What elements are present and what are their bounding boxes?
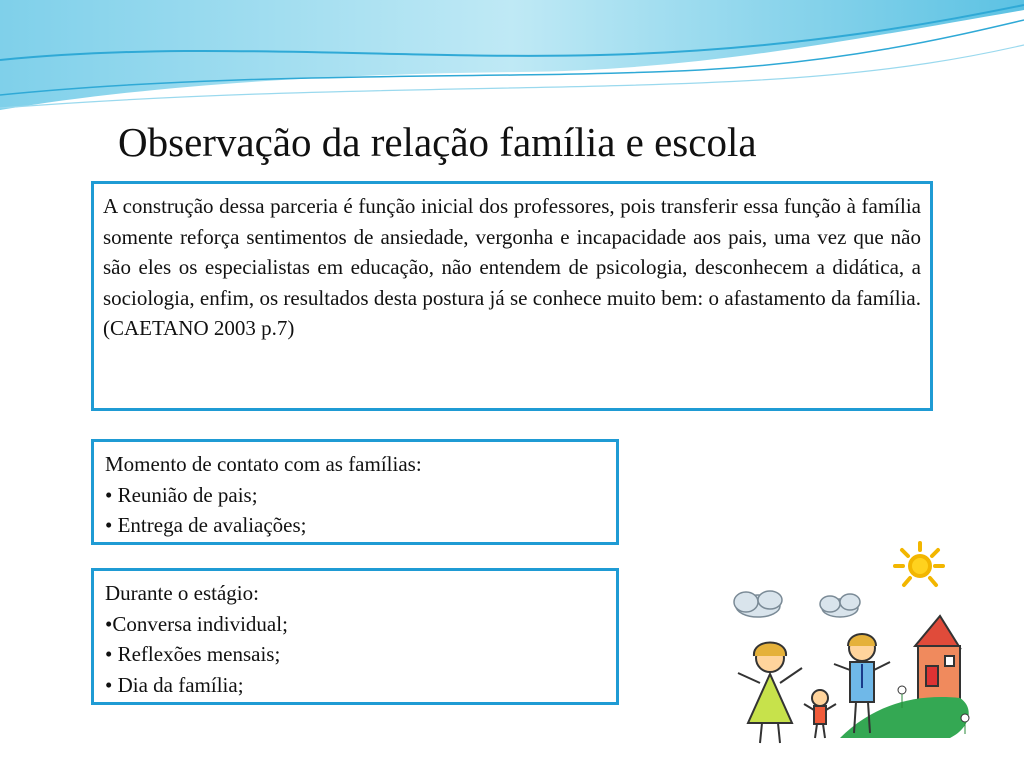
internship-heading: Durante o estágio: [105,581,259,605]
header-wave-decoration [0,0,1024,120]
list-item: • Entrega de avaliações; [105,513,307,537]
grass-hill [840,697,969,738]
list-item: • Reflexões mensais; [105,642,281,666]
quote-box [91,181,933,411]
contact-box [91,439,619,545]
list-item: •Conversa individual; [105,611,288,636]
sun-icon [895,543,943,585]
cloud-icon [734,591,860,617]
slide-title: Observação da relação família e escola [118,119,757,165]
contact-heading: Momento de contato com as famílias: [105,452,422,476]
house-icon [915,616,960,701]
family-house-drawing-icon [690,538,1010,753]
child-figure [804,690,836,738]
list-item: • Reunião de pais; [105,482,258,507]
list-item: • Dia da família; [105,672,244,697]
mother-figure [738,643,802,744]
quote-text: A construção dessa parceria é função inicial dos professores, pois transferir essa função à família somente reforça sentimentos de ansiedade, vergonha e incapacidade aos pais, uma vez que não são eles os especialistas em educação, não entendem de psicologia, desconhecem a didática, a sociologia, enfim, os resultados desta postura já se conhece muito bem: o afastamento da família. (CAETANO 2003 p.7) [103,194,921,340]
internship-box [91,568,619,705]
